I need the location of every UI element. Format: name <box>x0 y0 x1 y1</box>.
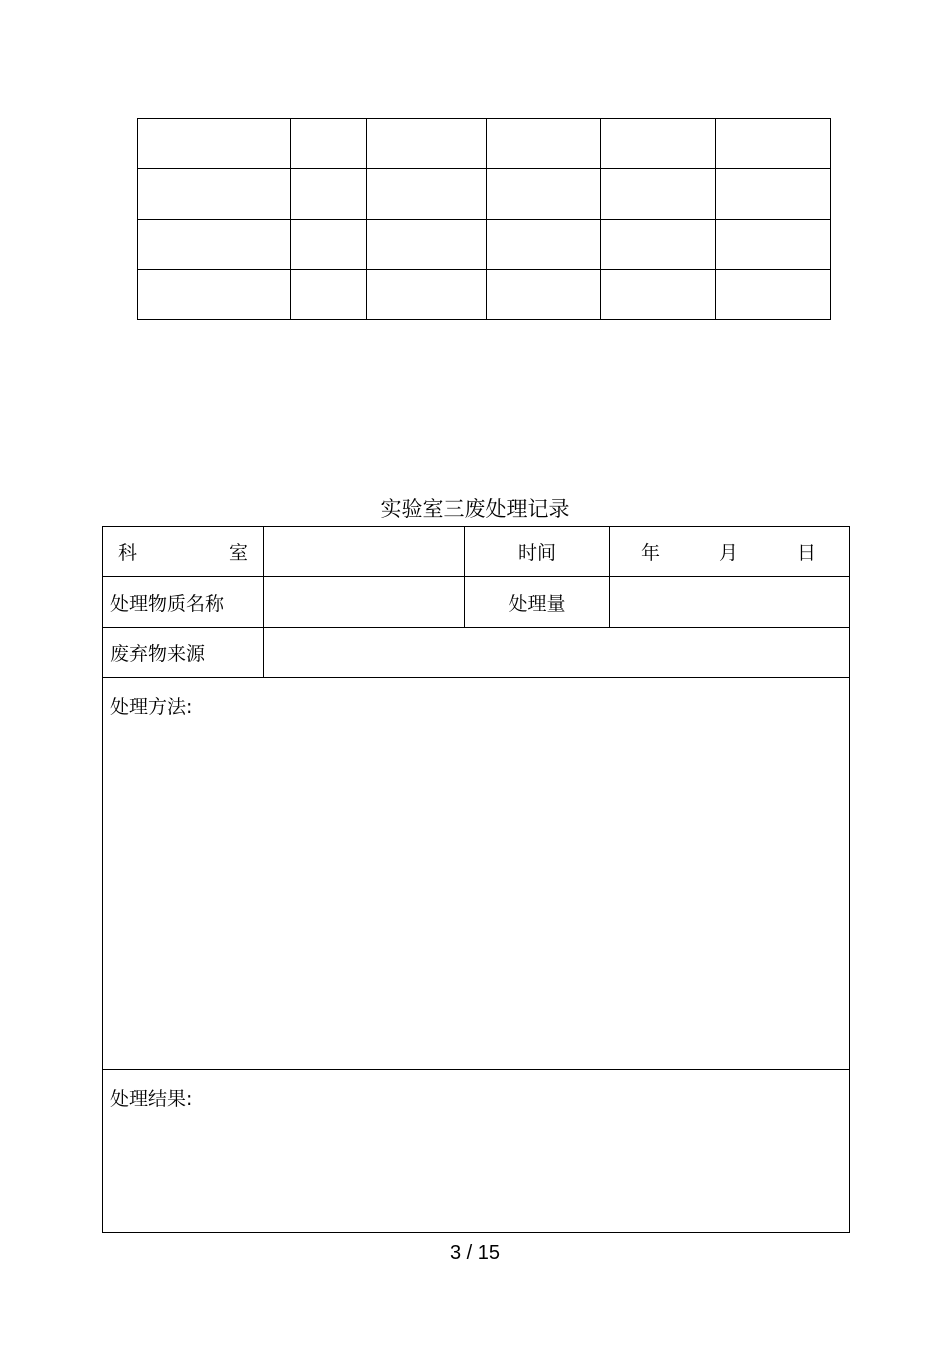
form-row-dept-time <box>103 527 850 577</box>
date-field[interactable] <box>610 527 850 577</box>
dept-label-right: 室 <box>228 542 248 564</box>
table-cell[interactable] <box>291 269 367 319</box>
date-day-label: 日 <box>796 542 816 564</box>
form-row-source <box>103 628 850 678</box>
table-cell[interactable] <box>716 269 831 319</box>
table-cell[interactable] <box>487 119 601 169</box>
waste-source-field[interactable] <box>264 628 850 678</box>
dept-field[interactable] <box>264 527 465 577</box>
table-cell[interactable] <box>367 119 487 169</box>
dept-label-cell <box>103 527 264 577</box>
result-label: 处理结果: <box>110 1088 193 1110</box>
table-cell[interactable] <box>291 169 367 219</box>
page-number: 3 / 15 <box>449 1242 501 1264</box>
substance-name-label: 处理物质名称 <box>103 577 264 628</box>
method-label: 处理方法: <box>110 696 193 718</box>
waste-source-label: 废弃物来源 <box>103 628 264 678</box>
table-cell[interactable] <box>138 219 291 269</box>
method-field[interactable] <box>103 678 850 1070</box>
table-cell[interactable] <box>367 219 487 269</box>
table-cell[interactable] <box>367 169 487 219</box>
table-cell[interactable] <box>716 119 831 169</box>
table-cell[interactable] <box>367 269 487 319</box>
table-cell[interactable] <box>138 119 291 169</box>
blank-grid-table <box>137 118 831 320</box>
date-year-label: 年 <box>641 542 661 564</box>
amount-label: 处理量 <box>465 577 610 628</box>
table-cell[interactable] <box>487 169 601 219</box>
table-cell[interactable] <box>601 169 716 219</box>
substance-name-field[interactable] <box>264 577 465 628</box>
table-cell[interactable] <box>487 219 601 269</box>
waste-record-form <box>102 526 850 1233</box>
table-cell[interactable] <box>601 219 716 269</box>
table-cell[interactable] <box>138 269 291 319</box>
form-row-substance <box>103 577 850 628</box>
time-label: 时间 <box>465 527 610 577</box>
table-cell[interactable] <box>716 219 831 269</box>
table-cell[interactable] <box>601 119 716 169</box>
form-title: 实验室三废处理记录 <box>380 497 570 521</box>
table-row <box>138 119 831 169</box>
result-field[interactable] <box>103 1070 850 1233</box>
date-month-label: 月 <box>718 542 738 564</box>
table-cell[interactable] <box>138 169 291 219</box>
table-cell[interactable] <box>716 169 831 219</box>
table-cell[interactable] <box>291 219 367 269</box>
table-row <box>138 269 831 319</box>
form-row-result <box>103 1070 850 1233</box>
table-cell[interactable] <box>291 119 367 169</box>
dept-label-left: 科 <box>118 542 138 564</box>
form-row-method <box>103 678 850 1070</box>
table-cell[interactable] <box>487 269 601 319</box>
table-row <box>138 169 831 219</box>
table-cell[interactable] <box>601 269 716 319</box>
amount-field[interactable] <box>610 577 850 628</box>
table-row <box>138 219 831 269</box>
